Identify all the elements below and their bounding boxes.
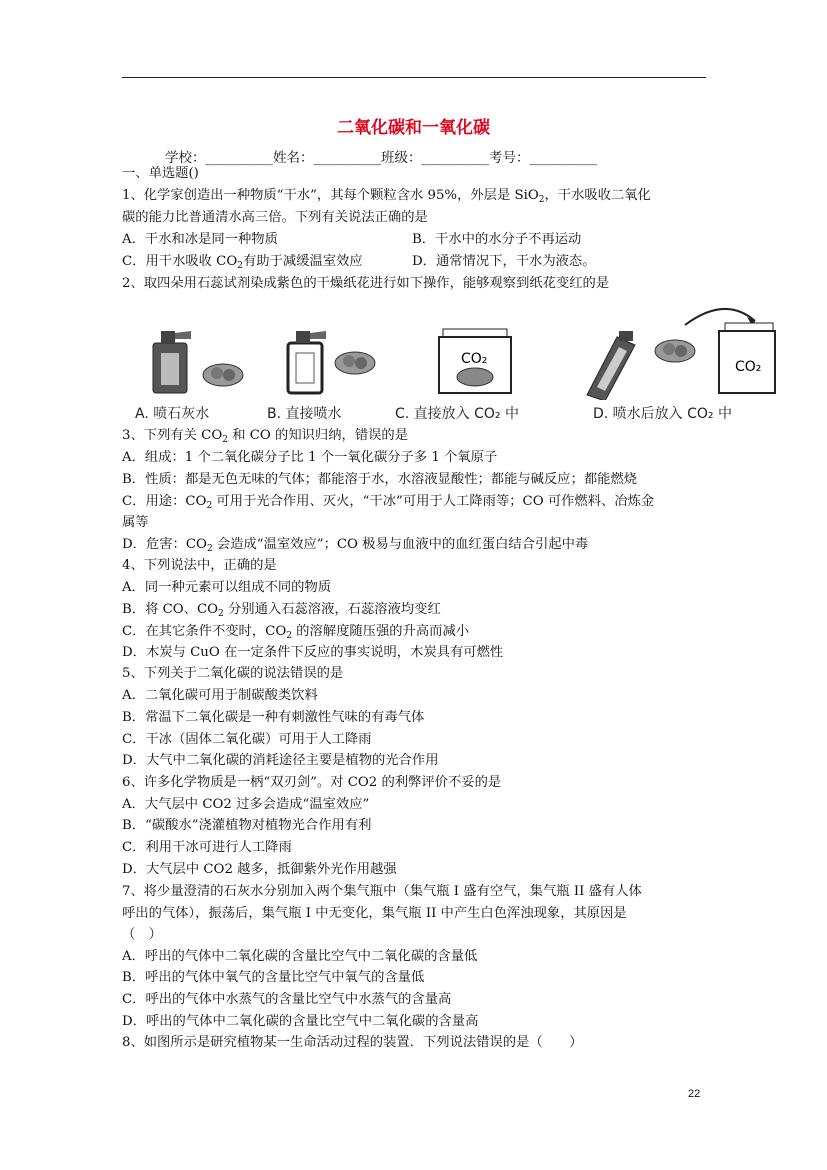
q5-option-c: C．干冰（固体二氧化碳）可用于人工降雨 bbox=[122, 732, 372, 747]
header-rule bbox=[122, 77, 706, 78]
q5-option-a: A．二氧化碳可用于制碳酸类饮料 bbox=[122, 688, 318, 703]
q3-option-b: B．性质：都是无色无味的气体；都能溶于水，水溶液显酸性；都能与碱反应；都能燃烧 bbox=[122, 472, 638, 487]
q1-stem: 1、化学家创造出一种物质“干水”，其每个颗粒含水 95%，外层是 SiO$_2$，干水吸收二氧化 bbox=[122, 188, 651, 205]
q3-option-c: C．用途：$CO_2$ 可用于光合作用、灭火，“干冰”可用于人工降雨等；CO 可作燃料、冶炼金 bbox=[122, 494, 655, 511]
figure-label-d: D. 喷水后放入 CO₂ 中 bbox=[593, 406, 732, 422]
q7-option-a: A．呼出的气体中二氧化碳的含量比空气中二氧化碳的含量低 bbox=[122, 949, 478, 964]
q4-option-a: A．同一种元素可以组成不同的物质 bbox=[122, 580, 332, 595]
q8-stem: 8、如图所示是研究植物某一生命活动过程的装置．下列说法错误的是（ ） bbox=[122, 1035, 583, 1050]
q7-option-c: C．呼出的气体中水蒸气的含量比空气中水蒸气的含量高 bbox=[122, 992, 452, 1007]
q4-option-c: C．在其它条件不变时，$CO_2$ 的溶解度随压强的升高而减小 bbox=[122, 624, 470, 641]
q4-option-b: B．将 CO、$CO_2$ 分别通入石蕊溶液，石蕊溶液均变红 bbox=[122, 602, 441, 619]
q1-option-a: A．干水和冰是同一种物质 bbox=[122, 232, 278, 247]
q6-option-d: D．大气层中 CO2 越多，抵御紫外光作用越强 bbox=[122, 862, 397, 877]
page-number: 22 bbox=[688, 1088, 701, 1100]
q7-stem-blank: （ ） bbox=[122, 927, 162, 942]
q1-option-c: C．用干水吸收 $CO_2$有助于减缓温室效应 bbox=[122, 254, 363, 271]
figure-label-b: B. 直接喷水 bbox=[267, 406, 342, 422]
q3-option-c-cont: 属等 bbox=[122, 515, 149, 530]
gas-jar-c-icon bbox=[439, 329, 511, 393]
section-heading: 一、单选题() bbox=[122, 166, 199, 181]
spray-bottle-a-icon bbox=[153, 331, 191, 393]
q3-stem: 3、下列有关 $CO_2$ 和 CO 的知识归纳，错误的是 bbox=[122, 428, 409, 445]
page-title: 二氧化碳和一氧化碳 bbox=[337, 118, 490, 138]
q7-stem-cont: 呼出的气体），振荡后，集气瓶 I 中无变化，集气瓶 II 中产生白色浑浊现象，其原因是 bbox=[122, 906, 627, 921]
q5-option-d: D．大气中二氧化碳的消耗途径主要是植物的光合作用 bbox=[122, 753, 439, 768]
q5-stem: 5、下列关于二氧化碳的说法错误的是 bbox=[122, 666, 344, 681]
gas-jar-d-icon bbox=[719, 323, 775, 393]
experiment-illustration bbox=[125, 295, 780, 400]
q4-stem: 4、下列说法中，正确的是 bbox=[122, 558, 277, 573]
figure-label-a: A. 喷石灰水 bbox=[135, 406, 210, 422]
q3-option-d: D．危害：$CO_2$ 会造成“温室效应”；CO 极易与血液中的血红蛋白结合引起中毒 bbox=[122, 537, 589, 554]
q1-option-d: D．通常情况下，干水为液态。 bbox=[412, 254, 596, 269]
q7-stem: 7、将少量澄清的石灰水分别加入两个集气瓶中（集气瓶 I 盛有空气，集气瓶 II 盛有人体 bbox=[122, 884, 642, 899]
paper-flower-a-icon bbox=[203, 364, 243, 386]
q2-figure bbox=[125, 295, 780, 425]
q6-option-c: C．利用干冰可进行人工降雨 bbox=[122, 840, 292, 855]
q4-option-d: D．木炭与 CuO 在一定条件下反应的事实说明，木炭具有可燃性 bbox=[122, 645, 504, 660]
q1-option-b: B．干水中的水分子不再运动 bbox=[412, 232, 582, 247]
paper-flower-b-icon bbox=[335, 352, 375, 374]
svg-text:CO₂: CO₂ bbox=[461, 351, 488, 367]
svg-text:CO₂: CO₂ bbox=[735, 359, 762, 375]
q3-option-a: A．组成：1 个二氧化碳分子比 1 个一氧化碳分子多 1 个氧原子 bbox=[122, 450, 498, 465]
figure-label-c: C. 直接放入 CO₂ 中 bbox=[395, 406, 519, 422]
q5-option-b: B．常温下二氧化碳是一种有刺激性气味的有毒气体 bbox=[122, 710, 425, 725]
q6-stem: 6、许多化学物质是一柄“双刃剑”。对 CO2 的利弊评价不妥的是 bbox=[122, 775, 502, 790]
spray-bottle-b-icon bbox=[288, 331, 326, 393]
paper-flower-d-icon bbox=[655, 340, 695, 362]
student-info-line: 学校：__________姓名：__________班级：__________考号：__________ bbox=[165, 150, 597, 166]
spray-bottle-d-icon bbox=[587, 331, 635, 400]
q2-stem: 2、取四朵用石蕊试剂染成紫色的干燥纸花进行如下操作，能够观察到纸花变红的是 bbox=[122, 276, 610, 291]
q6-option-a: A．大气层中 CO2 过多会造成“温室效应” bbox=[122, 797, 370, 812]
q6-option-b: B．“碳酸水”浇灌植物对植物光合作用有利 bbox=[122, 818, 372, 833]
q7-option-d: D．呼出的气体中二氧化碳的含量比空气中二氧化碳的含量高 bbox=[122, 1014, 479, 1029]
q7-option-b: B．呼出的气体中氧气的含量比空气中氧气的含量低 bbox=[122, 970, 425, 985]
q1-stem-cont: 碳的能力比普通清水高三倍。下列有关说法正确的是 bbox=[122, 210, 428, 225]
